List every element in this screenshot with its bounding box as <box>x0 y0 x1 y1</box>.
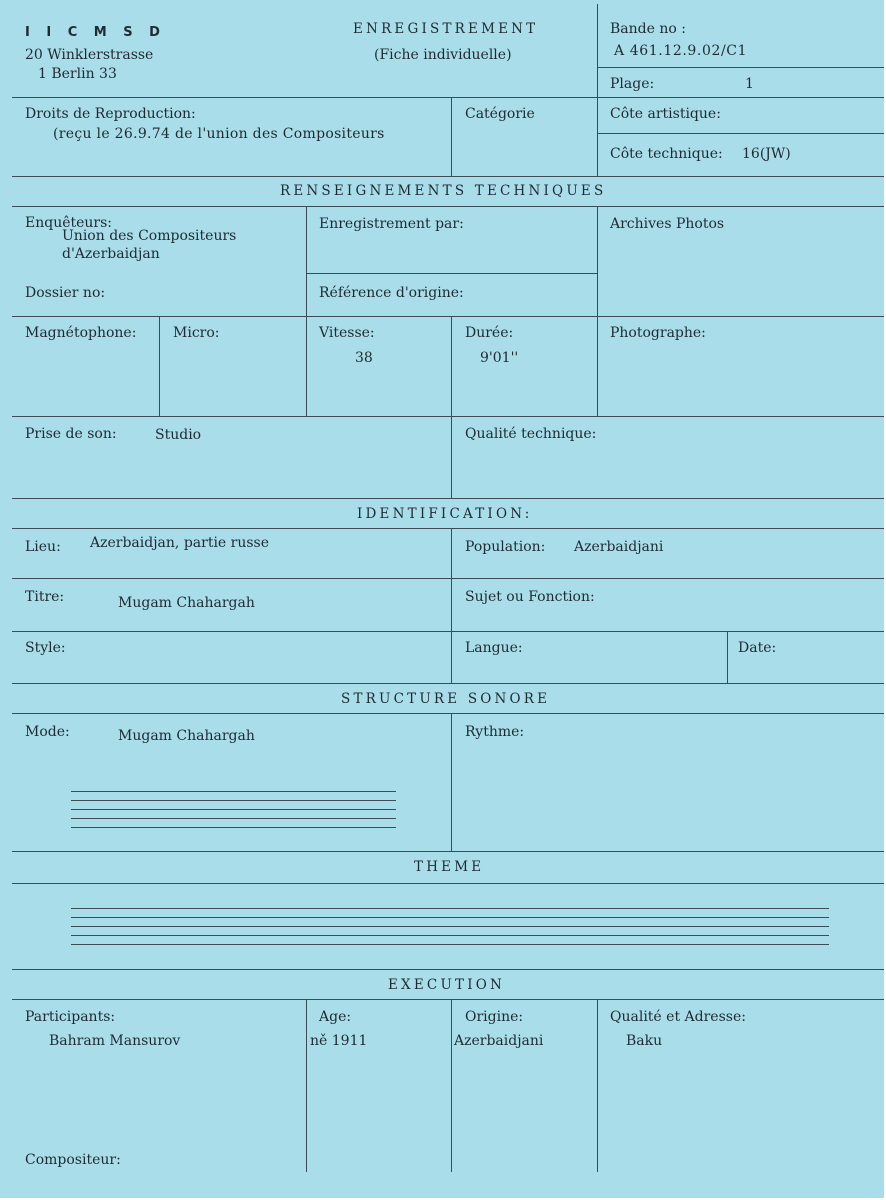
rule-theme-top <box>12 851 884 852</box>
rule-v-tech-1 <box>306 206 307 416</box>
execution-heading: EXECUTION <box>388 977 506 993</box>
rule-technical-row2 <box>12 316 884 317</box>
rule-identification-bottom <box>12 528 884 529</box>
structure-heading: STRUCTURE SONORE <box>341 691 551 707</box>
rule-v-tech-micro <box>159 316 160 416</box>
cote-artistique-label: Côte artistique: <box>610 106 721 122</box>
rule-technical-row3 <box>12 416 884 417</box>
bande-value: A 461.12.9.02/C1 <box>614 43 748 59</box>
rights-value: (reçu le 26.9.74 de l'union des Compositeurs <box>53 126 385 142</box>
enqueteurs-value-1: Union des Compositeurs <box>62 228 237 244</box>
titre-label: Titre: <box>25 589 65 605</box>
rule-lieu-bottom <box>12 578 884 579</box>
rule-v-exec-2 <box>451 999 452 1172</box>
mode-staff-line <box>71 809 396 810</box>
plage-value: 1 <box>745 76 754 92</box>
institute-city: 1 Berlin 33 <box>38 66 117 82</box>
identification-heading: IDENTIFICATION: <box>357 506 533 522</box>
dossier-label: Dossier no: <box>25 285 106 301</box>
rule-v-structure <box>451 713 452 851</box>
mode-staff-line <box>71 818 396 819</box>
form-subtitle: (Fiche individuelle) <box>374 47 512 63</box>
rule-v-prise <box>451 416 452 498</box>
theme-staff-line <box>71 926 829 927</box>
rule-v-rights-categorie <box>451 97 452 176</box>
titre-value: Mugam Chahargah <box>118 595 255 611</box>
form-title: ENREGISTREMENT <box>353 21 539 37</box>
langue-label: Langue: <box>465 640 523 656</box>
enqueteurs-value-2: d'Azerbaidjan <box>62 246 160 262</box>
lieu-label: Lieu: <box>25 539 61 555</box>
technical-heading: RENSEIGNEMENTS TECHNIQUES <box>280 183 607 199</box>
cote-technique-value: 16(JW) <box>742 146 791 162</box>
rule-v-ident <box>451 528 452 683</box>
rule-structure-bottom <box>12 713 884 714</box>
rule-identification-top <box>12 498 884 499</box>
theme-staff-line <box>71 917 829 918</box>
micro-label: Micro: <box>173 325 220 341</box>
theme-staff-line <box>71 908 829 909</box>
rule-plage-top <box>597 67 884 68</box>
prise-label: Prise de son: <box>25 426 117 442</box>
vitesse-value: 38 <box>355 350 373 366</box>
rule-header-bottom <box>12 97 884 98</box>
participants-value: Bahram Mansurov <box>49 1033 181 1049</box>
magnetophone-label: Magnétophone: <box>25 325 137 341</box>
rule-theme-bottom <box>12 883 884 884</box>
rythme-label: Rythme: <box>465 724 525 740</box>
qualite-adresse-value: Baku <box>626 1033 663 1049</box>
rule-v-rights-cote <box>597 97 598 176</box>
categorie-label: Catégorie <box>465 106 535 122</box>
rights-label: Droits de Reproduction: <box>25 106 196 122</box>
institute-name: I I C M S D <box>25 25 166 40</box>
participants-label: Participants: <box>25 1009 116 1025</box>
mode-value: Mugam Chahargah <box>118 728 255 744</box>
date-label: Date: <box>738 640 777 656</box>
mode-label: Mode: <box>25 724 70 740</box>
rule-technical-heading-bottom <box>12 206 884 207</box>
age-value: ně 1911 <box>310 1033 368 1049</box>
vitesse-label: Vitesse: <box>319 325 375 341</box>
mode-staff-line <box>71 791 396 792</box>
cote-technique-label: Côte technique: <box>610 146 723 162</box>
mode-staff-line <box>71 800 396 801</box>
qualite-technique-label: Qualité technique: <box>465 426 597 442</box>
rule-v-exec-3 <box>597 999 598 1172</box>
rule-cote-middle <box>597 133 884 134</box>
origine-value: Azerbaidjani <box>454 1033 544 1049</box>
compositeur-label: Compositeur: <box>25 1152 121 1168</box>
lieu-value: Azerbaidjan, partie russe <box>90 535 270 551</box>
qualite-adresse-label: Qualité et Adresse: <box>610 1009 746 1025</box>
plage-label: Plage: <box>610 76 655 92</box>
duree-label: Durée: <box>465 325 514 341</box>
reference-label: Référence d'origine: <box>319 285 464 301</box>
archives-label: Archives Photos <box>610 216 725 232</box>
population-label: Population: <box>465 539 546 555</box>
rule-structure-top <box>12 683 884 684</box>
rule-v-header <box>597 4 598 98</box>
duree-value: 9'01'' <box>480 350 519 366</box>
rule-technical-heading-top <box>12 176 884 177</box>
origine-label: Origine: <box>465 1009 524 1025</box>
photographe-label: Photographe: <box>610 325 706 341</box>
enregistrement-label: Enregistrement par: <box>319 216 464 232</box>
rule-v-tech-duree <box>451 316 452 416</box>
rule-v-date <box>727 631 728 683</box>
style-label: Style: <box>25 640 66 656</box>
enqueteurs-label: Enquêteurs: <box>25 215 113 231</box>
rule-v-exec-1 <box>306 999 307 1172</box>
rule-execution-top <box>12 969 884 970</box>
rule-titre-bottom <box>12 631 884 632</box>
age-label: Age: <box>319 1009 352 1025</box>
theme-heading: THEME <box>414 859 485 875</box>
rule-execution-bottom <box>12 999 884 1000</box>
bande-label: Bande no : <box>610 21 686 37</box>
rule-v-tech-2 <box>597 206 598 416</box>
sujet-label: Sujet ou Fonction: <box>465 589 595 605</box>
rule-reference-top <box>306 273 597 274</box>
population-value: Azerbaidjani <box>574 539 664 555</box>
theme-staff-line <box>71 935 829 936</box>
prise-value: Studio <box>155 427 202 443</box>
mode-staff-line <box>71 827 396 828</box>
institute-street: 20 Winklerstrasse <box>25 47 154 63</box>
theme-staff-line <box>71 944 829 945</box>
